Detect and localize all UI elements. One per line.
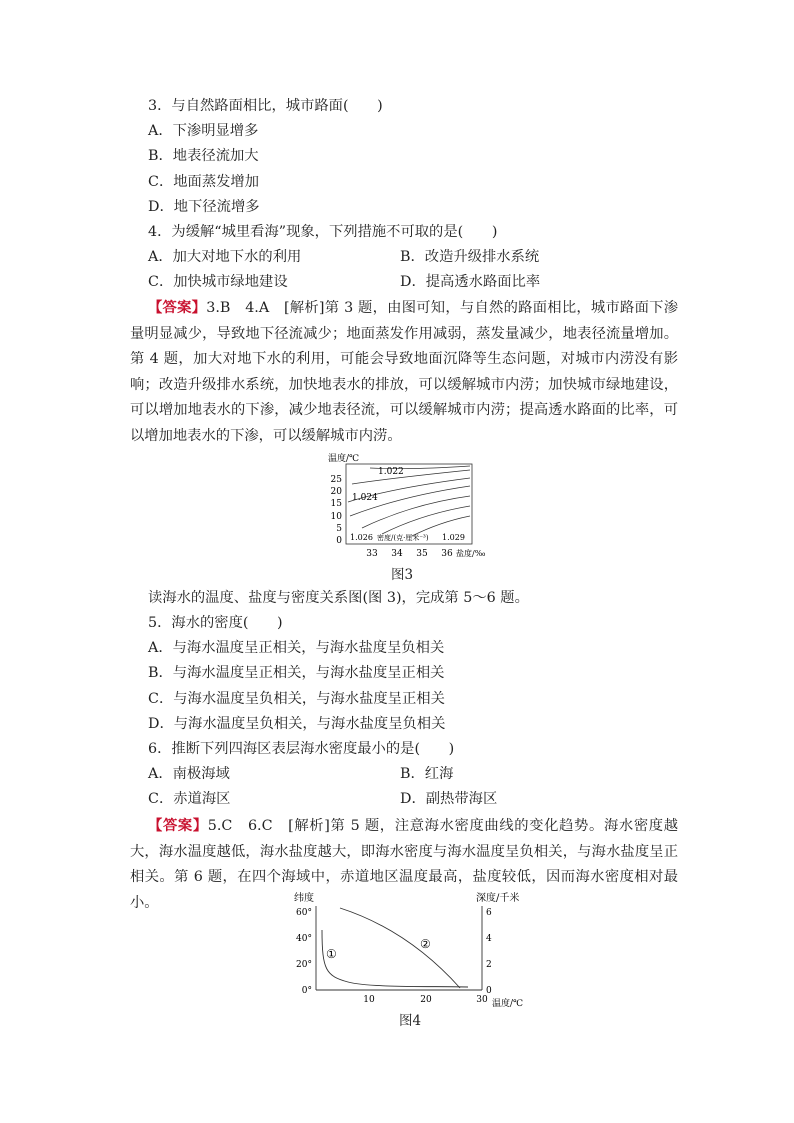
q5-stem: 5．海水的密度( ) [148,615,283,631]
q4-option-b: B．改造升级排水系统 [400,249,540,265]
fig4-curve-1 [322,930,468,987]
fig3-xtick: 34 [391,549,403,559]
fig4-left-tick: 0° [301,986,312,996]
fig4-curve-1-label: ① [326,947,337,961]
figure-3-caption: 图3 [391,567,414,583]
figure-4-chart [288,890,538,1008]
fig3-ytick: 15 [330,499,342,509]
q3-option-b: B．地表径流加大 [148,148,259,164]
q3-stem: 3．与自然路面相比，城市路面( ) [148,98,383,114]
answer-3-4 [130,296,678,450]
intro-5-6: 读海水的温度、盐度与密度关系图(图 3)，完成第 5～6 题。 [148,590,529,606]
q3-option-a: A．下渗明显增多 [148,123,259,139]
q3-option-d: D．地下径流增多 [148,199,260,215]
fig4-left-tick: 40° [296,934,312,944]
fig3-xtick: 35 [416,549,428,559]
fig3-density-unit: 密度/(克·厘米⁻³) [377,534,429,542]
fig3-label: 1.022 [378,467,404,477]
q6-option-a: A．南极海域 [148,766,230,782]
fig4-curve-2 [340,908,460,988]
fig3-xtick: 36 [441,549,453,559]
fig4-x-tick: 30 [476,995,488,1005]
q5-option-c: C．与海水温度呈负相关，与海水盐度呈正相关 [148,691,445,707]
fig3-frame [346,464,472,544]
fig3-label: 1.029 [442,533,465,542]
answer-tag: 【答案】 [148,300,207,316]
q6-option-c: C．赤道海区 [148,791,231,807]
q5-option-d: D．与海水温度呈负相关，与海水盐度呈负相关 [148,716,446,732]
fig4-right-tick: 2 [486,960,492,970]
fig4-x-label: 温度/℃ [492,999,524,1009]
fig4-right-tick: 0 [486,986,492,996]
answer-5-6-text: 5.C 6.C [解析]第 5 题，注意海水密度曲线的变化趋势。海水密度越大，海水温度越低，海水盐度越大，即海水密度与海水温度呈负相关，与海水盐度呈正相关。第 6 题，在四个海域中，赤道地区温度最高，盐度较低，因而海水密度相对最小。 [130,818,679,911]
fig3-xtick: 33 [366,549,378,559]
q4-option-c: C．加快城市绿地建设 [148,274,288,290]
q4-option-d: D．提高透水路面比率 [400,274,541,290]
fig4-right-label: 深度/千米 [476,893,520,904]
q6-option-b: B．红海 [400,766,454,782]
fig3-ytick: 10 [330,512,342,522]
q3-option-c: C．地面蒸发增加 [148,174,260,190]
fig4-right-tick: 6 [486,908,492,918]
q5-option-b: B．与海水温度呈正相关，与海水盐度呈正相关 [148,665,445,681]
fig3-ytick: 5 [336,524,342,534]
fig3-label: 1.024 [352,493,378,503]
fig3-xlabel: 盐度/‰ [456,549,486,558]
fig3-ytick: 0 [336,536,342,546]
fig3-ylabel: 温度/℃ [328,454,360,464]
fig4-curve-2-label: ② [420,937,431,951]
fig3-label: 1.026 [350,533,373,542]
q6-option-d: D．副热带海区 [400,791,498,807]
answer-3-4-text: 3.B 4.A [解析]第 3 题，由图可知，与自然的路面相比，城市路面下渗量明显减少，导致地下径流减少；地面蒸发作用减弱，蒸发量减少，地表径流量增加。第 4 题，加大对地下水的利用，可能会导致地面沉降等生态问题，对城市内涝没有影响；改造升级排水系统，加快地表水的排放，可以缓解城市内涝；加快城市绿地建设，可以增加地表水的下渗，减少地表径流，可以缓解城市内涝；提高透水路面的比率，可以增加地表水的下渗，可以缓解城市内涝。 [130,300,679,444]
fig3-ytick: 25 [330,475,342,485]
fig4-right-tick: 4 [486,934,492,944]
fig3-ytick: 20 [330,487,342,497]
figure-4-caption: 图4 [399,1013,422,1029]
fig3-curve [362,496,470,528]
q6-stem: 6．推断下列四海区表层海水密度最小的是( ) [148,741,455,757]
q4-option-a: A．加大对地下水的利用 [148,249,302,265]
q5-option-a: A．与海水温度呈正相关，与海水盐度呈负相关 [148,640,445,656]
fig3-curve [352,470,470,484]
fig4-left-tick: 60° [296,908,312,918]
figure-3-chart [322,450,486,560]
fig4-x-tick: 20 [420,995,432,1005]
answer-tag: 【答案】 [148,818,208,834]
fig4-left-label: 纬度 [294,893,314,904]
fig4-left-tick: 20° [296,960,312,970]
fig4-x-tick: 10 [363,995,375,1005]
q4-stem: 4．为缓解“城里看海”现象，下列措施不可取的是( ) [148,224,498,240]
